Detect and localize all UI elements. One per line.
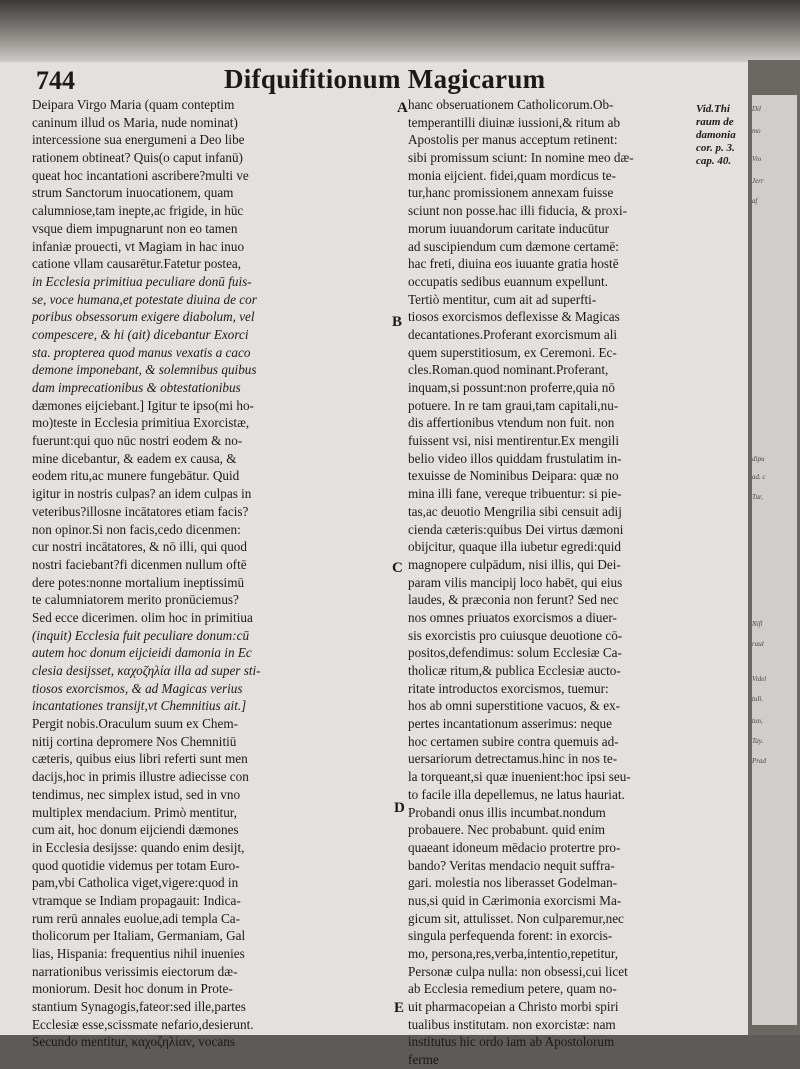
right-column-line: nos omnes priuatos exorcismos a diuer- (408, 609, 617, 625)
right-column-line: occupatis sedibus euannum expellunt. (408, 273, 608, 289)
left-column-line: vtramque se Indiam propagauit: Indica- (32, 892, 241, 908)
right-column-line: dis affertionibus vtendum non fuit. non (408, 415, 615, 431)
left-column-line: caninum illud os Maria, nude nominat) (32, 114, 238, 130)
right-column-line: hanc obseruationem Catholicorum.Ob- (408, 97, 614, 112)
left-column-line: tiosos exorcismos, & ad Magicas verius (32, 680, 243, 696)
running-title: Difquifitionum Magicarum (224, 64, 546, 94)
section-marker-b: B (392, 314, 403, 330)
left-column-line: compescere, & hi (ait) dicebantur Exorci (32, 326, 249, 342)
left-column-line: Sed ecce dicerimen. olim hoc in primitiua (32, 609, 253, 625)
right-column-line: fuissent vsi, nisi mentirentur.Ex mengili (408, 433, 619, 449)
margin-note (696, 103, 750, 168)
right-column-line: Personæ culpa nulla: non obsessi,cui licet (408, 963, 628, 979)
page-top-shadow (0, 0, 800, 62)
right-column-line: singula perfequenda forent: in exorcis- (408, 928, 613, 944)
left-column-line: fuerunt:qui quo nūc nostri eodem & no- (32, 433, 243, 449)
facing-page-fragment-text: Tur, (752, 493, 763, 501)
left-column-line: cum ait, hoc donum eijciendi dæmones (32, 822, 239, 838)
right-column-line: hos ab omni superstitione vacuos, & ex- (408, 698, 621, 714)
right-column-line: gicum sit, attulisset. Non culparemur,nec (408, 910, 624, 926)
right-column-line: gari. molestia nos liberasset Godelman- (408, 875, 618, 891)
page-number: 744 (36, 66, 75, 95)
margin-note-line: Vid.Thi (696, 103, 730, 115)
left-column-line: eodem ritu,ac munere fungebātur. Quid (32, 468, 240, 484)
margin-note-line: damonia (696, 129, 736, 141)
left-column-line: cæteris, quibus eius libri referti sunt men (32, 751, 248, 767)
right-column-line: Probandi onus illis incumbat.nondum (408, 804, 606, 820)
right-column-line: ferme (408, 1052, 439, 1068)
left-column-line: dacijs,hoc in primis illustre adiecisse con (32, 769, 249, 785)
right-column-line: laudes, & præconia non ferunt? Sed nec (408, 592, 619, 608)
facing-page-fragment-text: mo (752, 127, 761, 135)
left-column-line: catione vllam causarētur.Fatetur postea, (32, 256, 242, 272)
left-column-line: tendimus, nec simplex istud, sed in vno (32, 786, 241, 802)
facing-page-fragment-text: Prad (752, 757, 766, 765)
facing-page-fragment-text: Tay. (752, 737, 764, 745)
right-text-column (408, 96, 743, 1069)
right-column-line: cienda cæteris:quibus Dei virtus dæmoni (408, 521, 624, 537)
section-marker-e: E (394, 1000, 405, 1016)
left-column-line: dam imprecationibus & obtestationibus (32, 380, 241, 395)
left-column-line: stantium Synagogis,fateor:sed ille,partes (32, 999, 246, 1015)
left-column-line: veteribus?illosne incātatores etiam facis? (32, 503, 249, 519)
right-column-line: quem superstitiosum, ex Ceremoni. Ec- (408, 344, 617, 360)
right-column-line: sciunt non posse.hac illi fiducia, & proxi- (408, 203, 628, 219)
right-column-line: bando? Veritas mendacio nequit suffra- (408, 857, 615, 873)
facing-page-fragment-text: raul (752, 640, 764, 648)
left-column-line: dæmones eijciebant.] Igitur te ipso(mi ho- (32, 397, 254, 413)
right-column-line: tiosos exorcismos deflexisse & Magicas (408, 309, 620, 325)
left-column-line: infaniæ prouecti, vt Magiam in hac inuo (32, 238, 245, 254)
right-column-line: decantationes.Proferant exorcismum ali (408, 326, 618, 342)
right-column-line: belio video illos quiddam frustulatim in- (408, 450, 622, 466)
right-column-line: param vilis mancipij loco habēt, qui eius (408, 574, 623, 590)
right-column-line: hoc certamen subire contra quemuis ad- (408, 733, 619, 749)
right-column-line: Apostolis per manus acceptum retinent: (408, 132, 618, 148)
left-column-line: Deipara Virgo Maria (quam conteptim (32, 97, 235, 112)
right-column-line: sis exorcistis pro cuiusque deuotione cō- (408, 627, 623, 643)
left-column-line: demone imponebant, & solemnibus quibus (32, 362, 257, 378)
facing-page-fragment-text: Vio (752, 155, 762, 163)
facing-page-fragment-text: dipu (752, 455, 765, 463)
right-column-line: tholicæ ritum,& publica Ecclesiæ aucto- (408, 663, 621, 678)
left-column-line: se, voce humana,et potestate diuina de cor (32, 291, 257, 307)
left-column-line: lias, Hispania: frequentius nihil inuenies (32, 946, 245, 961)
left-column-line: sta. propterea quod manus vexatis a caco (32, 344, 251, 360)
facing-page-fragment-text: tuli. (752, 695, 764, 703)
left-column-line: Pergit nobis.Oraculum suum ex Chem- (32, 716, 238, 732)
right-column-line: Tertiò mentitur, cum ait ad superfti- (408, 291, 597, 307)
margin-note-line: raum de (696, 116, 734, 128)
facing-page-fragment-text: Nifl (752, 620, 763, 628)
right-column-line: inquam,si possunt:non proferre,quia nō (408, 380, 615, 395)
right-column-line: potuere. In re tam graui,tam capitali,nu- (408, 397, 619, 413)
left-column-line: te calumniatorem merito pronūciemus? (32, 592, 239, 608)
section-marker-a: A (397, 100, 408, 116)
right-column-line: ab Ecclesia remedium petere, quam no- (408, 981, 617, 997)
left-column-line: (inquit) Ecclesia fuit peculiare donum:cū (32, 627, 250, 643)
right-column-line: magnopere culpādum, nisi illis, qui Dei- (408, 556, 621, 572)
left-column-line: mo)teste in Ecclesia primitiua Exorcistæ, (32, 415, 250, 431)
margin-note-line: cor. p. 3. (696, 142, 735, 154)
facing-page-fragment-text: Videl (752, 675, 767, 683)
left-column-line: Ecclesiæ esse,scissmate nefario,desierunt. (32, 1016, 254, 1032)
left-column-line: Secundo mentitur, καχοζηλίαν, vocans (32, 1034, 235, 1050)
left-column-line: calumniose,tam inepte,ac frigide, in hūc (32, 203, 244, 219)
right-column-line: mina illi fane, vereque tribuentur: si pie- (408, 486, 622, 502)
left-column-line: multiplex mendacium. Primò mentitur, (32, 804, 237, 820)
facing-page-fragment-text: Jerr (752, 177, 764, 185)
right-column-line: uit pharmacopeian a Christo morbi spiri (408, 999, 619, 1015)
right-column-line: institutus hic ordo iam ab Apostolorum (408, 1034, 615, 1050)
right-column-line: cles.Roman.quod nominant.Proferant, (408, 362, 609, 378)
left-column-line: strum Sanctorum inuocationem, quam (32, 185, 234, 201)
right-column-line: temperantilli diuinæ iussioni,& ritum ab (408, 114, 621, 130)
left-column-line: pam,vbi Catholica viget,vigere:quod in (32, 875, 239, 891)
right-column-line: texuisse de Nominibus Deipara: quæ no (408, 468, 619, 484)
right-column-line: nus,si quid in Cærimonia exorcismi Ma- (408, 892, 622, 908)
right-column-line: tur,hanc promissionem annexam fuisse (408, 185, 614, 201)
running-head (36, 66, 746, 96)
right-column-line: hac freti, diuina eos iuuante gratia hostē (408, 256, 619, 272)
left-column-line: intercessione sua energumeni a Deo libe (32, 132, 245, 148)
left-column-line: in Ecclesia primitiua peculiare donū fuis- (32, 273, 252, 289)
left-column-line: rationem obtineat? Quis(o caput infanū) (32, 150, 243, 166)
left-column-line: nitij cortina depromere Nos Chemnitiū (32, 733, 237, 749)
right-column-line: monia eijcient. fidei,quam mordicus te- (408, 167, 617, 183)
left-column-line: tholicorum per Italiam, Germaniam, Gal (32, 928, 246, 944)
left-column-line: autem hoc donum eijcieidi damonia in Ec (32, 645, 252, 661)
left-column-line: nostri faciebant?fi dicenmen nullum oftē (32, 556, 247, 572)
left-column-line: quod quotidie videmus per totam Euro- (32, 857, 240, 873)
right-column-line: ad suscipiendum cum dæmone certamē: (408, 238, 619, 254)
left-column-line: incantationes transijt,vt Chemnitius ait.] (32, 698, 247, 714)
left-column-line: queat hoc incantationi ascribere?multi ve (32, 167, 249, 183)
left-column-line: mine dicebantur, & eadem ex causa, & (32, 450, 237, 466)
facing-page-fragment-text: tun, (752, 717, 763, 725)
left-column-line: non opinor.Si non facis,cedo dicenmen: (32, 521, 241, 537)
right-column-line: tualibus institutam. non exorcistæ: nam (408, 1016, 616, 1032)
right-column-line: mo, persona,res,verba,intentio,repetitur, (408, 946, 619, 961)
right-column-line: obijcitur, quaque illa iubetur egredi:quid (408, 539, 621, 555)
facing-page-fragment-text: ad. c (752, 473, 766, 481)
facing-page-fragment (752, 95, 797, 1025)
margin-note-line: cap. 40. (696, 155, 732, 167)
right-column-line: pertes incantationum asserimus: neque (408, 716, 612, 732)
left-column-line: vsque diem impugnarunt non eo tamen (32, 220, 238, 236)
right-column-line: morum iuuandorum caritate inducūtur (408, 220, 610, 236)
left-text-column (32, 96, 397, 1051)
right-column-line: positos,defendimus: solum Ecclesiæ Ca- (408, 645, 622, 661)
left-column-line: clesia desijsset, καχοζηλία illa ad super sti- (32, 663, 261, 678)
left-column-line: dere potes:nonne mortalium ineptissimū (32, 574, 245, 590)
left-column-line: narrationibus verissimis eiectorum dæ- (32, 963, 238, 979)
left-column-line: moniorum. Desit hoc donum in Prote- (32, 981, 233, 997)
left-column-line: rum rerū annales euolue,adi templa Ca- (32, 910, 240, 926)
left-column-line: in Ecclesia desijsse: quando enim desijt, (32, 839, 245, 855)
left-column-line: poribus obsessorum exigere diabolum, vel (32, 309, 255, 325)
left-column-line: cur nostri incātatores, & nō illi, qui quod (32, 539, 247, 555)
right-column-line: to facile illa depellemus, ne latus hauriat. (408, 786, 625, 802)
right-column-line: tas,ac deuotio Mengrilia sibi censuit adij (408, 503, 622, 519)
facing-page-fragment-text: af (752, 197, 758, 205)
right-column-line: la torqueant,si quæ inuenient:hoc ipsi seu- (408, 769, 631, 785)
left-column-line: igitur in nostris culpas? an idem culpas in (32, 486, 252, 502)
right-column-line: quaeant idoneum mēdacio protertre pro- (408, 839, 621, 855)
right-column-line: uersariorum detrectamus.hinc in nos te- (408, 751, 618, 767)
facing-page-fragment-text: Dil (752, 105, 761, 113)
right-column-line: sibi promissum sciunt: In nomine meo dæ- (408, 150, 634, 166)
right-column-line: ritate introductos exorcismos, tuemur: (408, 680, 609, 696)
section-marker-c: C (392, 560, 403, 576)
section-marker-d: D (394, 800, 405, 816)
right-column-line: probauere. Nec probabunt. quid enim (408, 822, 606, 838)
